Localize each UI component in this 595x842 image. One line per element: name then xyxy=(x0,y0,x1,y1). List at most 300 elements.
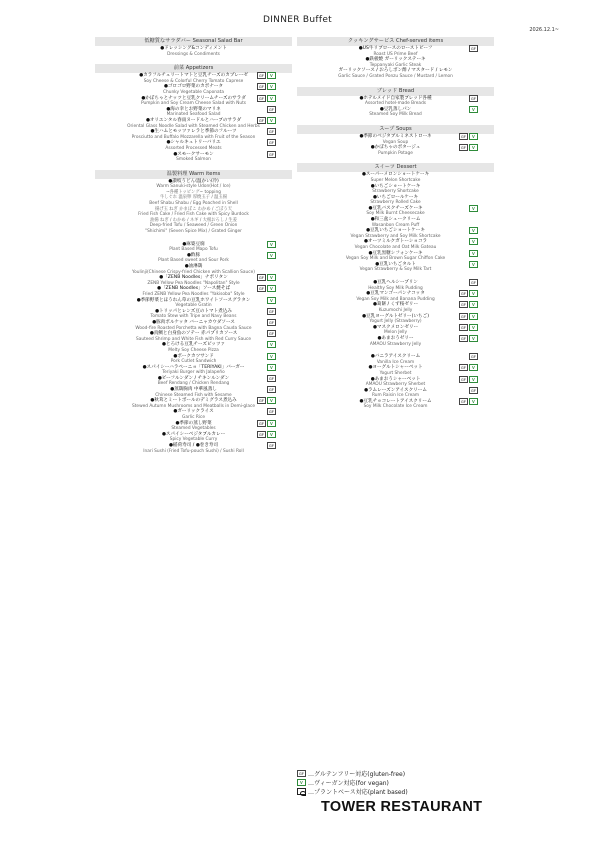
vegan-icon xyxy=(297,779,306,786)
item-name-jp: ●真鯛と白身魚のソテー 赤パプリカソース xyxy=(149,331,238,337)
item-name-en: Strawberry Shortcake xyxy=(372,189,419,195)
item-name-en: Marinated Seafood Salad xyxy=(166,112,221,118)
dietary-badges xyxy=(257,95,276,102)
gluten-free-icon xyxy=(469,279,478,286)
menu-item xyxy=(95,46,292,57)
item-name-en: Pumpkin Potage xyxy=(378,150,413,156)
topping-note: 油揚 ねぎ / わかめ / ネギ / 大根おろし / 生姜 xyxy=(150,217,237,223)
gluten-free-icon xyxy=(257,420,266,427)
menu-item xyxy=(95,331,292,342)
item-name-jp: ●豚肉ポルケッタ バーニャカウダソース xyxy=(152,319,235,325)
dietary-badges xyxy=(459,398,478,405)
gluten-free-icon xyxy=(459,376,468,383)
dietary-badges xyxy=(267,106,276,113)
item-name-en: Smoked Salmon xyxy=(176,157,211,163)
item-name-en: Chinese Steamed Fish with Sesame xyxy=(155,392,232,398)
section-header: スイーツ Dessert xyxy=(297,163,494,172)
legend-row xyxy=(297,787,497,796)
item-name-jp: ●トリッパとレンズ豆のトマト煮込み xyxy=(154,308,233,314)
item-name-jp: ●ポークカツサンド xyxy=(173,353,214,359)
menu-item xyxy=(95,129,292,140)
menu-item xyxy=(95,398,292,409)
vegan-icon xyxy=(267,297,276,304)
item-name-en: Rum Raisin Ice Cream xyxy=(371,393,420,399)
item-name-jp: ●豆乳ヘルシープリン xyxy=(373,280,418,285)
legend-row xyxy=(297,778,497,787)
dietary-badges xyxy=(469,45,478,52)
item-name-en: Garlic Sauce / Grated Ponzu Sauce / Mustard / Lemon xyxy=(338,73,453,79)
dietary-badges xyxy=(257,431,276,438)
vegan-icon xyxy=(267,117,276,124)
gluten-free-icon xyxy=(469,387,478,394)
item-name-jp: ガーリックソース / おろしポン酢 / マスタード / レモン xyxy=(338,68,453,74)
item-name-en: Soy Cheese & Colorful Cherry Tomato Caprese xyxy=(143,78,244,84)
vegan-icon xyxy=(469,106,478,113)
menu-item xyxy=(297,107,494,118)
item-name-jp: ●酢豚 xyxy=(186,252,201,258)
dietary-badges xyxy=(267,151,276,158)
gluten-free-icon xyxy=(257,274,266,281)
vegan-icon xyxy=(267,285,276,292)
item-name-jp: ●豆乳ヨーグルトゼリー(いちご) xyxy=(361,313,430,319)
gluten-free-icon xyxy=(257,285,266,292)
dietary-badges xyxy=(257,117,276,124)
item-name-jp: ●スーパーメロンショートケーキ xyxy=(361,172,430,178)
spacer xyxy=(95,235,292,242)
spacer xyxy=(95,163,292,170)
gluten-free-icon xyxy=(267,442,276,449)
item-name-en: ZENB Yellow Pea Noodles "Napolitan" Style xyxy=(147,280,240,286)
topping-note: Beef Shabu Shabu / Egg Poached in Shell xyxy=(149,201,238,207)
gluten-free-icon xyxy=(257,431,266,438)
item-name-jp: ●オーツミルクガトーショコラ xyxy=(363,239,428,245)
item-name-en: Melon Jelly xyxy=(383,330,408,336)
item-name-jp: ●讃岐うどん(温かい/冷) xyxy=(168,178,219,184)
item-name-jp: ●スモークサーモン xyxy=(173,151,214,157)
dietary-badges xyxy=(267,297,276,304)
menu-item xyxy=(95,140,292,151)
gluten-free-icon xyxy=(267,319,276,326)
menu-item xyxy=(297,228,494,239)
item-name-jp: ●麻婆豆腐 xyxy=(182,241,205,247)
item-name-en: Garlic Rice xyxy=(181,415,206,421)
menu-item xyxy=(95,242,292,253)
menu-item xyxy=(297,239,494,250)
item-name-en: Plant Based Mapo Tofu xyxy=(169,247,218,253)
item-name-jp: ●蒸鶏胸肉 中華風蒸し xyxy=(170,387,217,393)
item-name-jp: ●豆乳黒糖シフォンケーキ xyxy=(368,250,423,256)
gluten-free-icon xyxy=(459,301,468,308)
vegan-icon xyxy=(469,227,478,234)
item-name-en: Melty Soy Cheese Pizza xyxy=(168,347,219,353)
gluten-free-icon xyxy=(257,397,266,404)
gluten-free-icon xyxy=(267,386,276,393)
vegan-icon xyxy=(267,353,276,360)
item-name-en: Assorted Processed Meats xyxy=(165,145,222,151)
dietary-badges xyxy=(459,324,478,331)
item-name-jp: ●かぼちゃとナッツと豆乳クリームチーズのサラダ xyxy=(141,95,246,101)
item-name-jp: ●マスクメロンゼリー xyxy=(372,324,419,330)
item-name-en: Vegan Strawberry & Soy Milk Tart xyxy=(359,267,432,273)
item-name-en: AMAOU Strawberry Sherbet xyxy=(365,382,426,388)
item-name-jp: ●秋茸とミートボールのデミグラス煮込み xyxy=(150,398,237,404)
dietary-badges xyxy=(459,313,478,320)
vegan-icon xyxy=(469,364,478,371)
item-name-en: Healthy Soy Milk Pudding xyxy=(368,285,423,291)
item-name-en: Pork Cutlet Sandwich xyxy=(170,359,217,365)
item-name-jp: ●オリエンタル春雨ヌードルとハーブのサラダ xyxy=(145,117,242,123)
item-name-jp: ●和三盆シュークリーム xyxy=(370,217,421,223)
item-name-en: Assorted hotel-made Breads xyxy=(364,101,427,107)
menu-item xyxy=(95,253,292,264)
item-name-jp: ●豆乳マンゴーパンナコッタ xyxy=(366,291,425,297)
gluten-free-icon xyxy=(267,308,276,315)
dietary-badges xyxy=(267,241,276,248)
item-name-jp: ●生ハムとモッツァレラと季節のフルーツ xyxy=(150,129,237,135)
item-name-jp: ●ドレッシング&コンディメント xyxy=(160,46,227,51)
vegan-icon xyxy=(267,431,276,438)
dietary-badges xyxy=(459,364,478,371)
item-name-en: Vegan Soy Milk and Banana Pudding xyxy=(356,296,435,302)
item-name-en: Tomato Stew with Tripe and Navy Beans xyxy=(150,314,237,320)
item-name-jp: ●豆乳いちごタルト xyxy=(375,261,416,267)
item-name-jp: ●ラムレーズンアイスクリーム xyxy=(364,387,427,393)
spacer xyxy=(297,118,494,125)
gluten-free-icon xyxy=(469,45,478,52)
vegan-icon xyxy=(267,364,276,371)
dietary-badges xyxy=(257,72,276,79)
item-name-jp: ●豆乳チョコレートアイスクリーム xyxy=(359,398,432,404)
vegan-icon xyxy=(469,238,478,245)
dietary-badges xyxy=(257,83,276,90)
legend-label: …ヴィーガン対応(for vegan) xyxy=(308,780,389,787)
vegan-icon xyxy=(469,324,478,331)
item-name-jp: ●ガーリックライス xyxy=(173,409,214,415)
legend-label: …グルテンフリー対応(gluten-free) xyxy=(308,771,406,778)
item-name-en: Beef Rendang / Chicken Rendang xyxy=(157,381,230,387)
menu-item xyxy=(297,336,494,347)
item-name-jp: ●スパイシーベジタブルカレー xyxy=(161,431,226,437)
menu-item xyxy=(95,342,292,353)
item-name-en: Vegetable Gratin xyxy=(175,303,212,309)
item-name-en: Sauteed Shrimp and White Fish with Red Curry Sauce xyxy=(135,336,252,342)
gluten-free-icon xyxy=(257,95,266,102)
item-name-jp: ●かぼちゃのポタージュ xyxy=(370,145,421,151)
spacer xyxy=(95,57,292,64)
section-header: 前菜 Appetizers xyxy=(95,64,292,73)
dietary-badges xyxy=(267,408,276,415)
gluten-free-icon xyxy=(459,313,468,320)
vegan-icon xyxy=(267,252,276,259)
vegan-icon xyxy=(469,205,478,212)
gluten-free-icon xyxy=(267,375,276,382)
gluten-free-icon xyxy=(267,106,276,113)
item-name-jp: ●ゴロゴロ野菜のカポナータ xyxy=(163,84,224,90)
menu-item xyxy=(297,195,494,206)
item-name-jp: ●季節のベジタブルミネストローネ xyxy=(359,133,432,139)
menu-item xyxy=(95,365,292,376)
item-name-jp: ●季節の蒸し野菜 xyxy=(175,420,212,426)
item-name-en: Teriyaki Burger with Jalapeño xyxy=(162,370,225,376)
dietary-badges xyxy=(267,386,276,393)
dietary-badges xyxy=(469,205,478,212)
gluten-free-icon xyxy=(257,83,266,90)
vegan-icon xyxy=(469,133,478,140)
section-header: クッキングサービス Chef-served items xyxy=(297,37,494,46)
vegan-icon xyxy=(267,83,276,90)
menu-item xyxy=(95,376,292,387)
item-name-jp: ●とろける豆乳チーズピッツァ xyxy=(161,342,226,348)
gluten-free-icon xyxy=(267,139,276,146)
gluten-free-icon xyxy=(469,353,478,360)
menu-date: 2026.12.1~ xyxy=(529,27,559,33)
dietary-badges xyxy=(267,330,276,337)
menu-item xyxy=(95,443,292,454)
menu-item xyxy=(95,96,292,107)
item-name-en: Steamed Soy Milk Bread xyxy=(369,112,422,118)
restaurant-brand: TOWER RESTAURANT xyxy=(321,799,483,815)
item-name-en: Soy Milk Chocolate Ice Cream xyxy=(363,404,428,410)
dietary-badges xyxy=(469,353,478,360)
vegan-icon xyxy=(267,341,276,348)
item-name-en: Vanilla Ice Cream xyxy=(376,359,415,365)
item-name-en: Yogurt Sherbet xyxy=(379,370,412,376)
menu-item xyxy=(297,377,494,388)
gluten-free-icon xyxy=(459,398,468,405)
item-name-jp: ●ヨーグルトシャーベット xyxy=(368,365,423,371)
vegan-icon xyxy=(469,301,478,308)
vegan-icon xyxy=(469,144,478,151)
topping-note: "Shichimi" (Seven Spice Mix) / Grated Ginger xyxy=(145,229,242,235)
menu-item xyxy=(297,399,494,410)
item-name-en: Plant Based sweet and Sour Pork xyxy=(158,258,229,264)
plant-based-icon xyxy=(297,788,306,795)
item-name-en: Dressings & Condiments xyxy=(167,51,220,57)
item-name-jp: ●「ZENB Noodles」ナポリタン xyxy=(159,275,228,281)
item-name-en: AMAOU Strawberry Jelly xyxy=(369,341,422,347)
item-name-jp: ●ビーフルンダン / チキンルンダン xyxy=(157,375,230,381)
gluten-free-icon xyxy=(469,95,478,102)
dietary-badges xyxy=(469,387,478,394)
item-name-jp: ●あまおうゼリー xyxy=(377,335,414,341)
section-header: 低糖質なサラダバー Seasonal Salad Bar xyxy=(95,37,292,46)
menu-item xyxy=(95,432,292,443)
vegan-icon xyxy=(469,313,478,320)
dietary-badges xyxy=(459,301,478,308)
item-name-jp: ●あまおうシャーベット xyxy=(370,376,421,382)
legend-label: …プラントベース対応(plant based) xyxy=(308,789,408,796)
gluten-free-icon xyxy=(459,364,468,371)
dietary-badges xyxy=(267,442,276,449)
gluten-free-icon xyxy=(459,144,468,151)
item-name-en: Oriental Glass Noodle Salad with Steamed Chicken and Herbs xyxy=(127,123,260,129)
item-name-en: Wasanbon Cream Puff xyxy=(371,222,420,228)
menu-item xyxy=(297,46,494,57)
item-name-en: Chunky Vegetable Caponata xyxy=(163,89,224,95)
item-name-en: Soy Milk Burnt Cheesecake xyxy=(366,211,425,217)
menu-item xyxy=(95,298,292,309)
item-name-jp: ●豆乳バスクチーズケーキ xyxy=(368,205,423,211)
item-name-en: Fried ZENB Yellow Pea Noodles "Yakisoba" Style xyxy=(142,291,245,297)
item-name-en: Vegan Strawberry and Soy Milk Shortcake xyxy=(350,233,441,239)
dietary-badges xyxy=(267,341,276,348)
menu-item xyxy=(297,206,494,217)
dietary-badges xyxy=(459,335,478,342)
legend-row xyxy=(297,769,497,778)
dietary-badges xyxy=(257,397,276,404)
item-name-en: Vegan Soy Milk and Brown Sugar Chiffon Cake xyxy=(345,256,446,262)
section-header: 温製料理 Warm items xyxy=(95,170,292,179)
vegan-icon xyxy=(469,261,478,268)
menu-item xyxy=(95,320,292,331)
spacer xyxy=(297,156,494,163)
dietary-badges xyxy=(267,319,276,326)
dietary-badges xyxy=(267,139,276,146)
gluten-free-icon xyxy=(459,335,468,342)
item-name-jp: ●US牛リブロースのローストビーフ xyxy=(358,46,433,51)
gluten-free-icon xyxy=(257,72,266,79)
menu-title: DINNER Buffet xyxy=(262,15,333,25)
gluten-free-icon xyxy=(267,151,276,158)
dietary-badges xyxy=(257,274,276,281)
menu-item xyxy=(297,184,494,195)
dietary-badges xyxy=(459,133,478,140)
dietary-badges xyxy=(459,376,478,383)
dietary-badges xyxy=(469,279,478,286)
dietary-badges xyxy=(267,353,276,360)
menu-item xyxy=(297,217,494,228)
dietary-badges xyxy=(267,375,276,382)
item-name-jp: ●鉄板焼 ガーリックステーキ xyxy=(365,57,426,63)
item-name-jp: ●バニラアイスクリーム xyxy=(370,354,421,360)
item-name-en: Warm Sanuki-style Udon(Hot / Ice) xyxy=(156,184,231,190)
dietary-badges xyxy=(267,252,276,259)
dietary-badges xyxy=(469,106,478,113)
dietary-badges xyxy=(459,290,478,297)
menu-item xyxy=(297,251,494,262)
dietary-badges xyxy=(267,364,276,371)
item-name-jp: ●カラフルチェリートマトと豆乳チーズのカプレーゼ xyxy=(139,73,248,79)
item-name-en: Roast US Prime Beef xyxy=(373,51,418,57)
dietary-badges xyxy=(469,250,478,257)
gluten-free-icon xyxy=(267,408,276,415)
dietary-badges xyxy=(469,238,478,245)
item-name-jp: ●豆乳蒸しパン xyxy=(379,106,412,112)
item-name-en: Stewed Autumn Mushrooms and Meatballs in Demi-glace xyxy=(132,403,255,409)
item-name-en: Strawberry Rolled Cake xyxy=(370,200,421,206)
item-name-en: Vegan Chocolate and Oat Milk Gateau xyxy=(354,245,437,251)
menu-item xyxy=(95,118,292,129)
menu-item xyxy=(95,309,292,320)
menu-item xyxy=(95,179,292,190)
item-name-en: Prosciutto and Buffalo Mozzarella with Fruit of the Season xyxy=(131,134,256,140)
menu-item xyxy=(297,96,494,107)
item-name-jp: ●シャルキュトリーバリエ xyxy=(166,140,221,146)
item-name-jp: ●豆乳いちごショートケーキ xyxy=(366,228,425,234)
topping-note: 揚げ玉 ねぎ かまぼこ わかめ / ごぼう天 xyxy=(154,206,233,212)
topping-note: ~各種トッピング~ topping xyxy=(166,189,221,195)
menu-item xyxy=(95,354,292,365)
gluten-free-icon xyxy=(459,290,468,297)
item-name-jp: ●いちごショートケーキ xyxy=(370,183,421,189)
gluten-free-icon xyxy=(459,324,468,331)
vegan-icon xyxy=(267,72,276,79)
item-name-en: Spicy Vegetable Curry xyxy=(169,437,218,443)
item-name-en: Kuzumochi Jelly xyxy=(378,307,413,313)
gluten-free-icon xyxy=(297,770,306,777)
vegan-icon xyxy=(267,274,276,281)
menu-item xyxy=(95,286,292,297)
item-name-en: Pumpkin and Soy Cream Cheese Salad with Nuts xyxy=(140,101,247,107)
section-header: スープ Soups xyxy=(297,125,494,134)
dietary-badges xyxy=(459,144,478,151)
dietary-badges xyxy=(469,95,478,102)
gluten-free-icon xyxy=(459,133,468,140)
item-name-en: Youlinji(Chinese Crispy-fried Chicken with Scallion Sauce) xyxy=(132,269,255,275)
gluten-free-icon xyxy=(257,117,266,124)
item-name-en: Vegan Soup xyxy=(382,139,409,145)
dietary-badges xyxy=(257,285,276,292)
topping-note: Fried Fish Cake / Fried Fish Cake with Spicy Burdock xyxy=(138,212,249,218)
gluten-free-icon xyxy=(267,330,276,337)
vegan-icon xyxy=(267,95,276,102)
menu-item xyxy=(297,57,494,68)
item-name-jp: ●季節野菜とほうれん草の豆乳ホワイトソースグラタン xyxy=(136,297,251,303)
item-name-en: Teppanyaki Garlic Steak xyxy=(369,62,422,68)
spacer xyxy=(297,80,494,87)
vegan-icon xyxy=(469,250,478,257)
menu-item xyxy=(297,145,494,156)
dietary-badges xyxy=(267,308,276,315)
item-name-jp: ●スパイシーハラペーニョ「TERIYAKI」バーガー xyxy=(142,364,245,370)
item-name-jp: ●海の幸とお野菜のマリネ xyxy=(166,106,221,112)
gluten-free-icon xyxy=(267,128,276,135)
item-name-jp: ●稲荷寿司 / ●巻き寿司 xyxy=(168,443,219,448)
section-header: ブレッド Bread xyxy=(297,87,494,96)
item-name-jp: ●油淋鶏 xyxy=(184,264,203,269)
topping-note: Deep-fried Tofu / Seaweed / Green Onion xyxy=(149,223,238,229)
item-name-en: Yogurt Jelly (Strawberry) xyxy=(369,319,422,325)
item-name-en: Steamed Vegetables xyxy=(171,426,216,432)
vegan-icon xyxy=(267,241,276,248)
menu-item xyxy=(297,68,494,79)
spacer xyxy=(297,273,494,280)
menu-item xyxy=(95,152,292,163)
vegan-icon xyxy=(267,397,276,404)
vegan-icon xyxy=(469,335,478,342)
topping-note: 牛しぐれ 温泉卵 厚焼玉子 / 温玉揚 xyxy=(159,195,228,201)
dietary-legend xyxy=(297,769,497,796)
item-name-en: Wood-fire Roasted Porchetta with Bagna Cauda Sauce xyxy=(135,325,252,331)
item-name-jp: ●「ZENB Noodles」ソース焼そば xyxy=(156,286,231,292)
vegan-icon xyxy=(469,376,478,383)
vegan-icon xyxy=(267,420,276,427)
dietary-badges xyxy=(469,261,478,268)
vegan-icon xyxy=(469,290,478,297)
dietary-badges xyxy=(257,420,276,427)
dietary-badges xyxy=(469,227,478,234)
right-column xyxy=(297,37,494,410)
item-name-jp: ●いちごロールケーキ xyxy=(372,194,419,200)
item-name-jp: ●葛餅 / くず桜ゼリー xyxy=(372,302,419,308)
dietary-badges xyxy=(267,128,276,135)
item-name-jp: ●ホテルメイド自家製ブレッド各種 xyxy=(359,95,432,101)
menu-item xyxy=(297,172,494,183)
menu-item xyxy=(297,262,494,273)
item-name-en: Super Melon Shortcake xyxy=(370,177,421,183)
left-column xyxy=(95,37,292,454)
item-name-en: Inari Sushi (Fried Tofu-pouch Sushi) / Sushi Roll xyxy=(143,448,244,454)
